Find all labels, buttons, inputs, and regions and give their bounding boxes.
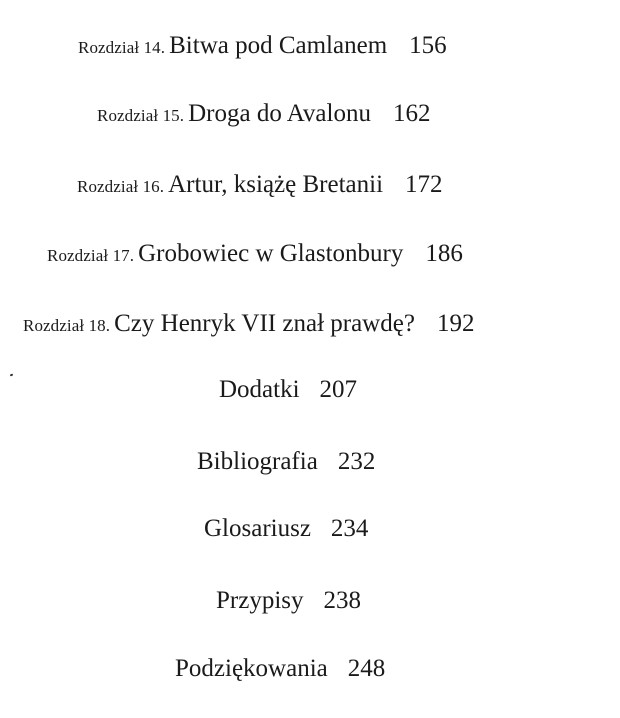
section-title: Dodatki	[219, 376, 300, 403]
page-number: 192	[436, 310, 475, 337]
chapter-label: Rozdział 14.	[78, 38, 166, 57]
toc-entry-acknowledgements	[175, 656, 385, 681]
page-number: 207	[319, 376, 358, 403]
section-title: Przypisy	[216, 587, 304, 614]
chapter-title: Droga do Avalonu	[188, 100, 371, 127]
page-number: 248	[347, 655, 386, 682]
chapter-label: Rozdział 16.	[77, 177, 165, 196]
toc-entry-glossary	[204, 516, 368, 541]
toc-entry-chapter-15	[97, 101, 430, 126]
toc-entry-chapter-18	[23, 311, 474, 336]
page-number: 186	[425, 240, 463, 267]
page-number: 162	[392, 100, 431, 127]
section-title: Podziękowania	[175, 655, 328, 682]
chapter-title: Grobowiec w Glastonbury	[138, 240, 404, 267]
toc-entry-chapter-14	[78, 33, 447, 58]
page-number: 238	[323, 587, 361, 614]
section-title: Glosariusz	[204, 515, 311, 542]
page-number: 156	[409, 32, 447, 59]
chapter-title: Artur, książę Bretanii	[168, 171, 384, 198]
page-number: 172	[405, 171, 443, 198]
toc-entry-chapter-17	[47, 241, 463, 266]
toc-entry-notes	[216, 588, 361, 613]
section-title: Bibliografia	[197, 448, 318, 475]
chapter-label: Rozdział 15.	[97, 106, 185, 125]
scan-speck	[10, 374, 14, 377]
chapter-label: Rozdział 17.	[47, 246, 135, 265]
page-number: 232	[337, 448, 376, 475]
toc-entry-chapter-16	[77, 172, 443, 197]
page-number: 234	[330, 515, 369, 542]
toc-entry-bibliography	[197, 449, 375, 474]
chapter-label: Rozdział 18.	[23, 316, 111, 335]
chapter-title: Czy Henryk VII znał prawdę?	[114, 310, 415, 337]
toc-entry-appendices	[219, 377, 357, 402]
chapter-title: Bitwa pod Camlanem	[169, 32, 388, 59]
